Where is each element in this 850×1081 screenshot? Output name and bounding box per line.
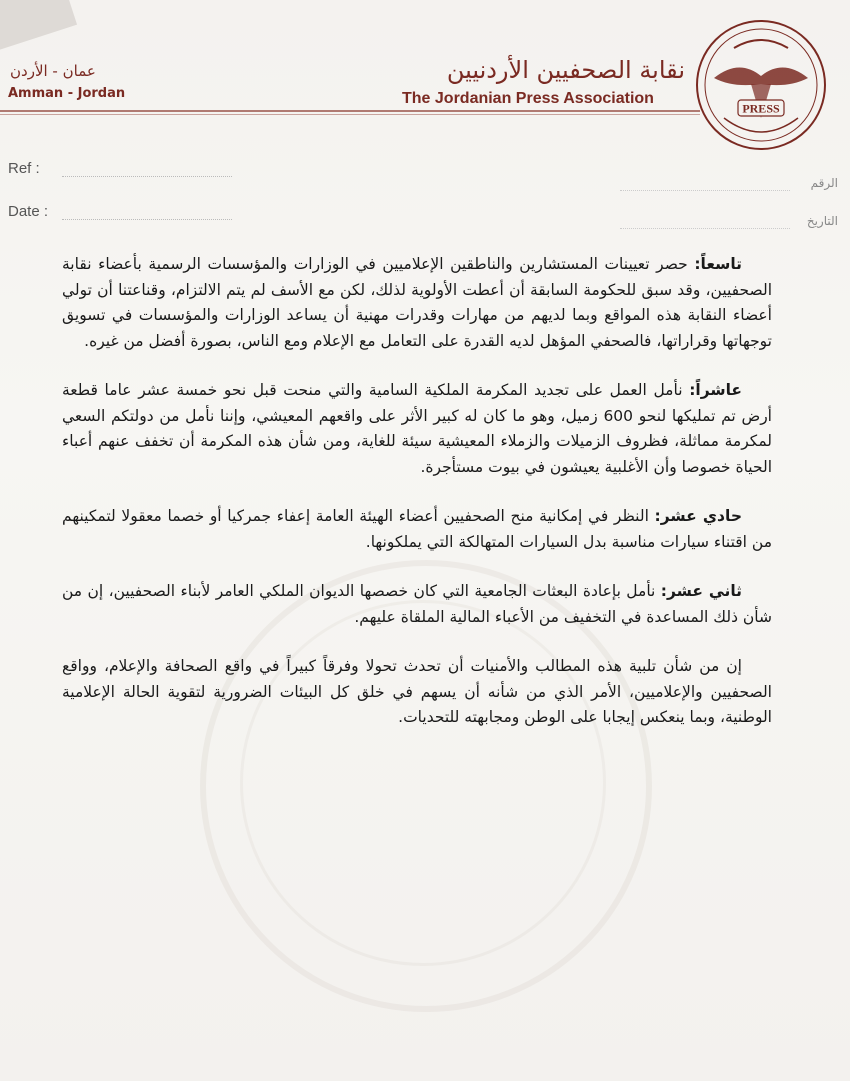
organization-name-english: The Jordanian Press Association (402, 90, 654, 107)
paragraph-text: نأمل بإعادة البعثات الجامعية التي كان خصصها الديوان الملكي العامر لأبناء الصحفيين، إن من شأن ذلك المساعدة في التخفيف من الأعباء المالية الملقاة عليهم. (62, 582, 772, 626)
paragraph-lead: حادي عشر: (654, 507, 742, 525)
date-label-arabic: التاريخ (806, 214, 838, 228)
paragraph-lead: تاسعاً: (694, 255, 742, 273)
page-corner-fold (0, 0, 77, 52)
header-rule-thin (0, 114, 700, 115)
ref-line-arabic (620, 190, 790, 191)
ref-line (62, 176, 232, 177)
ref-label: Ref : (8, 160, 40, 177)
location-arabic: عمان - الأردن (10, 62, 96, 80)
paragraph-ninth (62, 252, 772, 354)
paragraph-text: النظر في إمكانية منح الصحفيين أعضاء الهيئة العامة إعفاء جمركيا أو خصما معقولا لتمكينهم من اقتناء سيارات مناسبة بدل السيارات المتهالكة التي يملكونها. (62, 507, 772, 551)
date-line-arabic (620, 228, 790, 229)
location-english: Amman - Jordan (8, 86, 126, 101)
header-rule (0, 110, 700, 112)
paragraph-text: نأمل العمل على تجديد المكرمة الملكية السامية والتي منحت قبل نحو خمسة عشر عاما قطعة أرض تم تمليكها لنحو 600 زميل، وهو ما كان له كبير الأثر على واقعهم المعيشي، وإننا نأمل من دولتكم السعي لمكرمة مماثلة، فظروف الزميلات والزملاء المعيشية سيئة للغاية، ومن شأن هذه المكرمة أن تخفف عنهم أعباء الحياة خصوصا وأن الأغلبية يعيشون في بيوت مستأجرة. (62, 381, 772, 476)
date-label: Date : (8, 203, 49, 220)
press-association-seal-icon (694, 18, 828, 152)
paragraph-twelfth (62, 579, 772, 630)
organization-name-arabic: نقابة الصحفيين الأردنيين (446, 56, 685, 84)
ref-label-arabic: الرقم (810, 176, 838, 190)
paragraph-tenth (62, 378, 772, 480)
paragraph-lead: عاشراً: (689, 381, 742, 399)
paragraph-eleventh (62, 504, 772, 555)
paragraph-text: إن من شأن تلبية هذه المطالب والأمنيات أن تحدث تحولا وفرقاً كبيراً في واقع الصحافة والإعلام، وواقع الصحفيين والإعلاميين، الأمر الذي من شأنه أن يسهم في خلق كل البيئات الضرورية لتقوية الحالة الإعلامية الوطنية، وبما ينعكس إيجابا على الوطن ومجابهته للتحديات. (62, 657, 772, 726)
seal-press-text: PRESS (742, 101, 780, 116)
paragraph-conclusion (62, 654, 772, 731)
date-line (62, 219, 232, 220)
paragraph-text: حصر تعيينات المستشارين والناطقين الإعلاميين في الوزارات والمؤسسات الرسمية بأعضاء نقابة الصحفيين، وقد سبق للحكومة السابقة أن أعطت الأولوية لذلك، لكن مع الأسف لم يتم الالتزام، وقناعتنا أن تولي أعضاء النقابة هذه المواقع وبما لديهم من مهارات وقدرات مهنية أن يساعد الوزارات والمؤسسات في تسويق توجهاتها وقراراتها، فالصحفي المؤهل لديه القدرة على التعامل مع الإعلام ومع الناس، بصورة أفضل من غيره. (62, 255, 772, 350)
paragraph-lead: ثاني عشر: (660, 582, 742, 600)
letter-body (62, 252, 772, 755)
